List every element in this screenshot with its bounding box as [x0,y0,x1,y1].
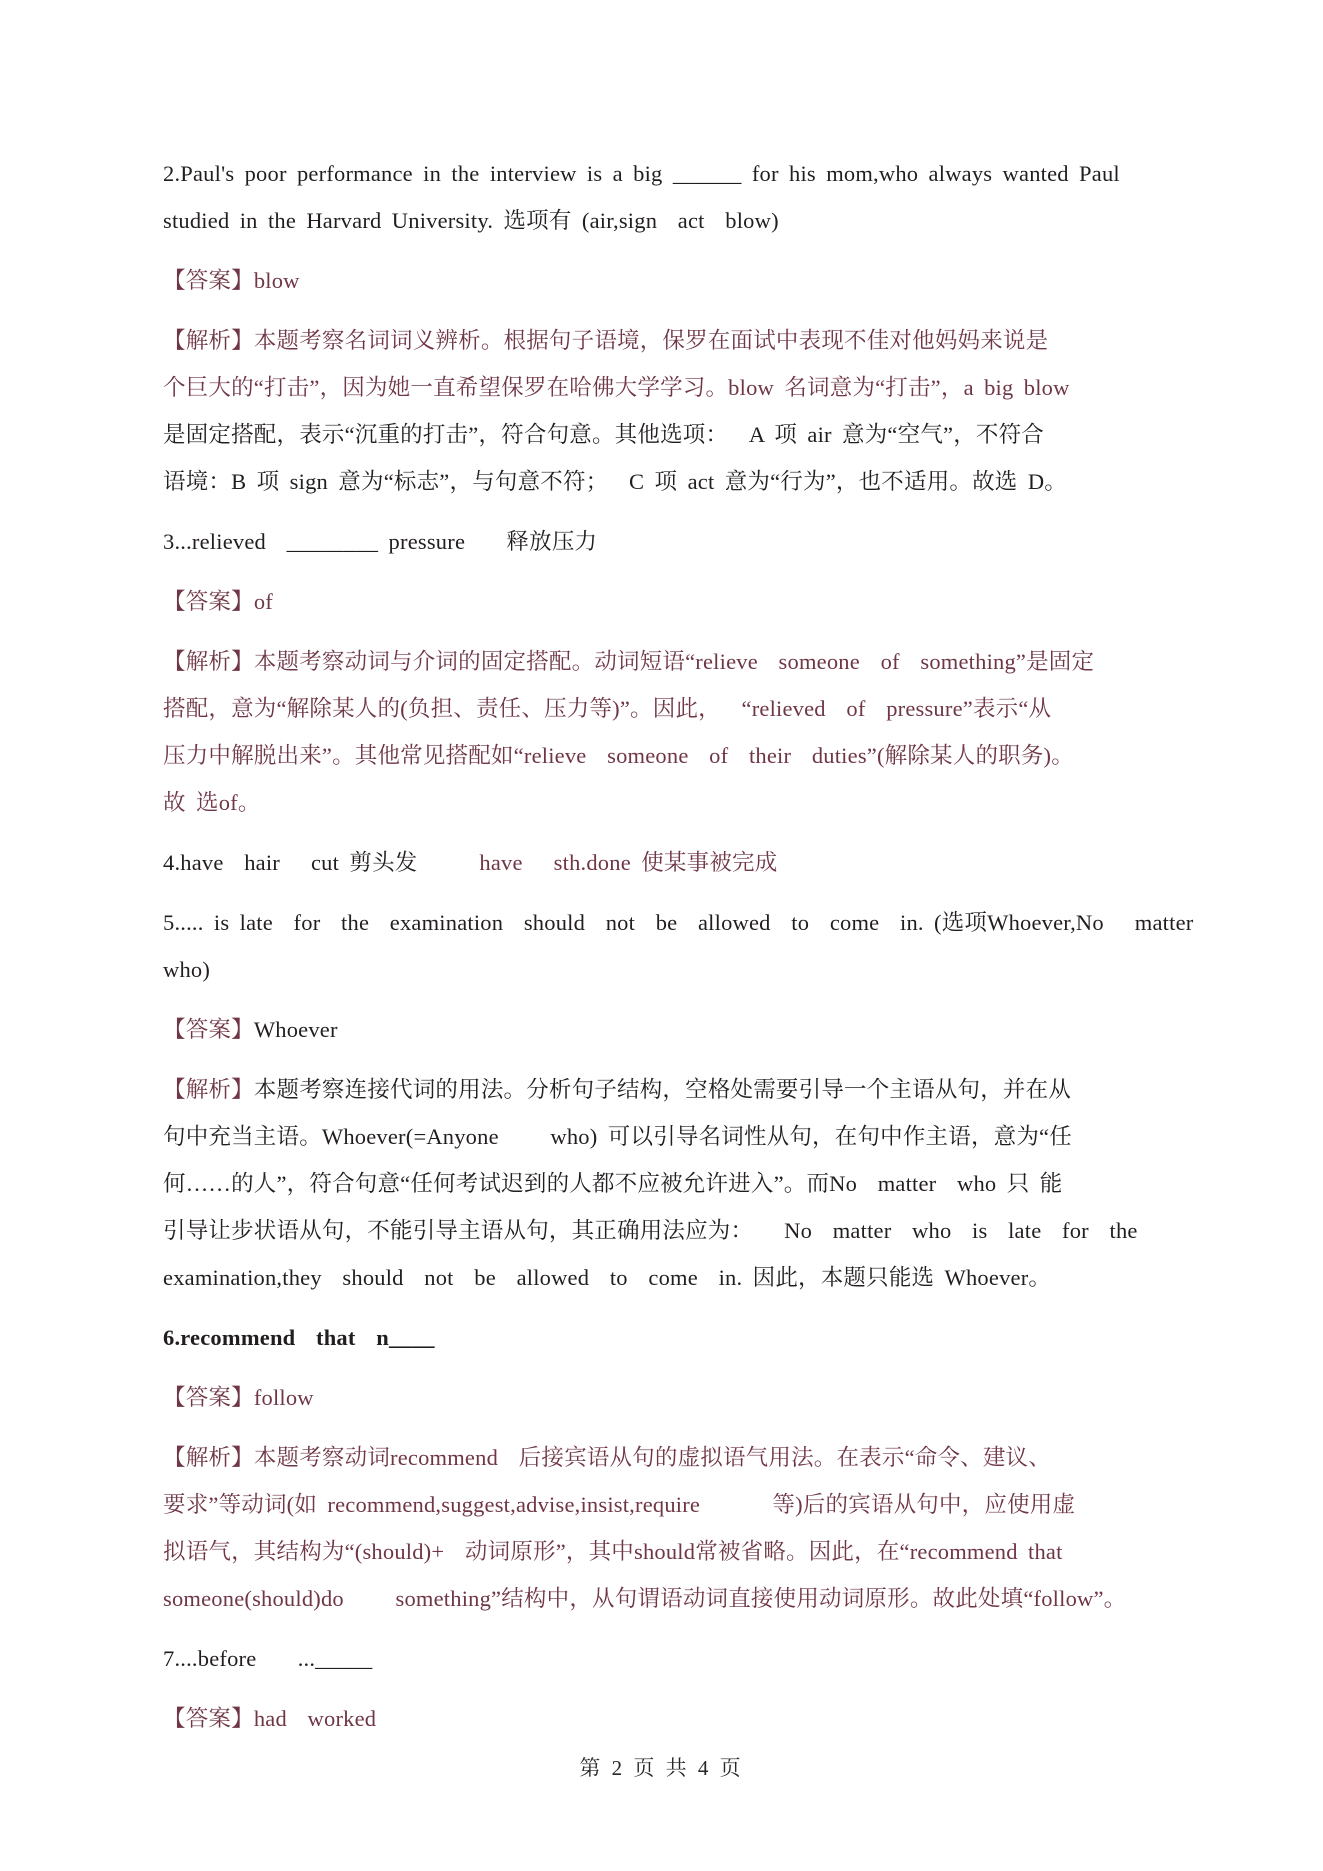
text-line [163,1481,1195,1528]
text-line [163,1314,1195,1361]
text-segment: 本题考察连接代词的用法。分析句子结构，空格处需要引导一个主语从句，并在从 [253,1077,1072,1102]
text-line [163,518,1195,565]
q6-question [163,1314,1195,1361]
text-segment: 个巨大的“打击”，因为她一直希望保罗在哈佛大学学习。blow 名词意为“打击”，a big blow [163,375,1070,400]
text-segment: 5..... is late for the examination should not be allowed to come in. (选项Whoever,No matter [163,910,1194,935]
text-line [163,1635,1195,1682]
answer-label: 【答案】 [163,589,254,614]
text-line [163,317,1195,364]
text-line [163,946,1195,993]
text-line [163,1113,1195,1160]
analysis-label: 【解析】 [163,328,254,353]
text-segment: 2.Paul's poor performance in the interview is a big ______ for his mom,who always wanted Paul [163,161,1120,186]
text-line [163,1434,1195,1481]
answer-value: of [253,589,273,614]
q2-answer [163,257,1195,304]
q3-question [163,518,1195,565]
analysis-label: 【解析】 [163,1077,254,1102]
q7-question [163,1635,1195,1682]
q2-analysis [163,317,1195,505]
text-segment: 压力中解脱出来”。其他常见搭配如“relieve someone of their duties”(解除某人的职务)。 [163,743,1074,768]
answer-value: blow [253,268,300,293]
q5-analysis [163,1066,1195,1301]
q7-answer [163,1695,1195,1742]
answer-value: follow [253,1385,314,1410]
q3-answer [163,578,1195,625]
text-line [163,1528,1195,1575]
document-content [163,150,1195,1742]
text-line [163,1374,1195,1421]
text-line [163,1066,1195,1113]
text-segment: 拟语气，其结构为“(should)+ 动词原形”，其中should常被省略。因此，在“recommend that [163,1539,1063,1564]
text-segment: 故 选of。 [163,790,261,815]
text-segment: examination,they should not be allowed to come in. 因此，本题只能选 Whoever。 [163,1265,1052,1290]
text-line [163,458,1195,505]
text-line [163,1695,1195,1742]
analysis-label: 【解析】 [163,1445,254,1470]
answer-label: 【答案】 [163,1017,254,1042]
q5-answer [163,1006,1195,1053]
text-line [163,1006,1195,1053]
text-line [163,1160,1195,1207]
text-segment: 要求”等动词(如 recommend,suggest,advise,insist,require 等)后的宾语从句中，应使用虚 [163,1492,1076,1517]
answer-label: 【答案】 [163,1385,254,1410]
text-segment: 句中充当主语。Whoever(=Anyone who) 可以引导名词性从句，在句中作主语，意为“任 [163,1124,1072,1149]
q4-note [163,839,1195,886]
analysis-label: 【解析】 [163,649,254,674]
q3-analysis [163,638,1195,826]
text-segment: 是固定搭配，表示“沉重的打击”，符合句意。其他选项： A 项 air 意为“空气”，不符合 [163,422,1045,447]
text-line [163,899,1195,946]
text-segment: 4.have hair cut 剪头发 [163,850,480,875]
text-line [163,839,1195,886]
text-line [163,197,1195,244]
text-line [163,411,1195,458]
q2-question [163,150,1195,244]
text-segment: 搭配，意为“解除某人的(负担、责任、压力等)”。因此， “relieved of pressure”表示“从 [163,696,1052,721]
text-segment: someone(should)do something”结构中，从句谓语动词直接使用动词原形。故此处填“follow”。 [163,1586,1127,1611]
text-segment: 引导让步状语从句，不能引导主语从句，其正确用法应为： No matter who is late for the [163,1218,1138,1243]
text-segment: studied in the Harvard University. 选项有 (air,sign act blow) [163,208,779,233]
text-line [163,1207,1195,1254]
text-line [163,638,1195,685]
text-segment: 何……的人”，符合句意“任何考试迟到的人都不应被允许进入”。而No matter who 只 能 [163,1171,1063,1196]
text-segment: have sth.done 使某事被完成 [479,850,778,875]
text-line [163,732,1195,779]
text-line [163,578,1195,625]
q5-question [163,899,1195,993]
answer-value: had worked [253,1706,377,1731]
text-line [163,364,1195,411]
text-segment: who) [163,957,211,982]
text-segment: 本题考察动词recommend 后接宾语从句的虚拟语气用法。在表示“命令、建议、 [253,1445,1051,1470]
text-line [163,1254,1195,1301]
q6-answer [163,1374,1195,1421]
text-segment: 语境：B 项 sign 意为“标志”，与句意不符； C 项 act 意为“行为”，也不适用。故选 D。 [163,469,1067,494]
answer-label: 【答案】 [163,1706,254,1731]
text-line [163,257,1195,304]
text-line [163,150,1195,197]
text-segment: 3...relieved ________ pressure 释放压力 [163,529,598,554]
answer-label: 【答案】 [163,268,254,293]
text-segment: 本题考察名词词义辨析。根据句子语境，保罗在面试中表现不佳对他妈妈来说是 [253,328,1049,353]
page-footer: 第 2 页 共 4 页 [579,1756,744,1780]
text-segment: 7....before ..._____ [163,1646,373,1671]
text-segment: 本题考察动词与介词的固定搭配。动词短语“relieve someone of something”是固定 [253,649,1095,674]
q6-analysis [163,1434,1195,1622]
answer-value: Whoever [253,1017,338,1042]
text-line [163,685,1195,732]
text-line [163,779,1195,826]
text-line [163,1575,1195,1622]
text-segment: 6.recommend that n____ [163,1325,435,1350]
